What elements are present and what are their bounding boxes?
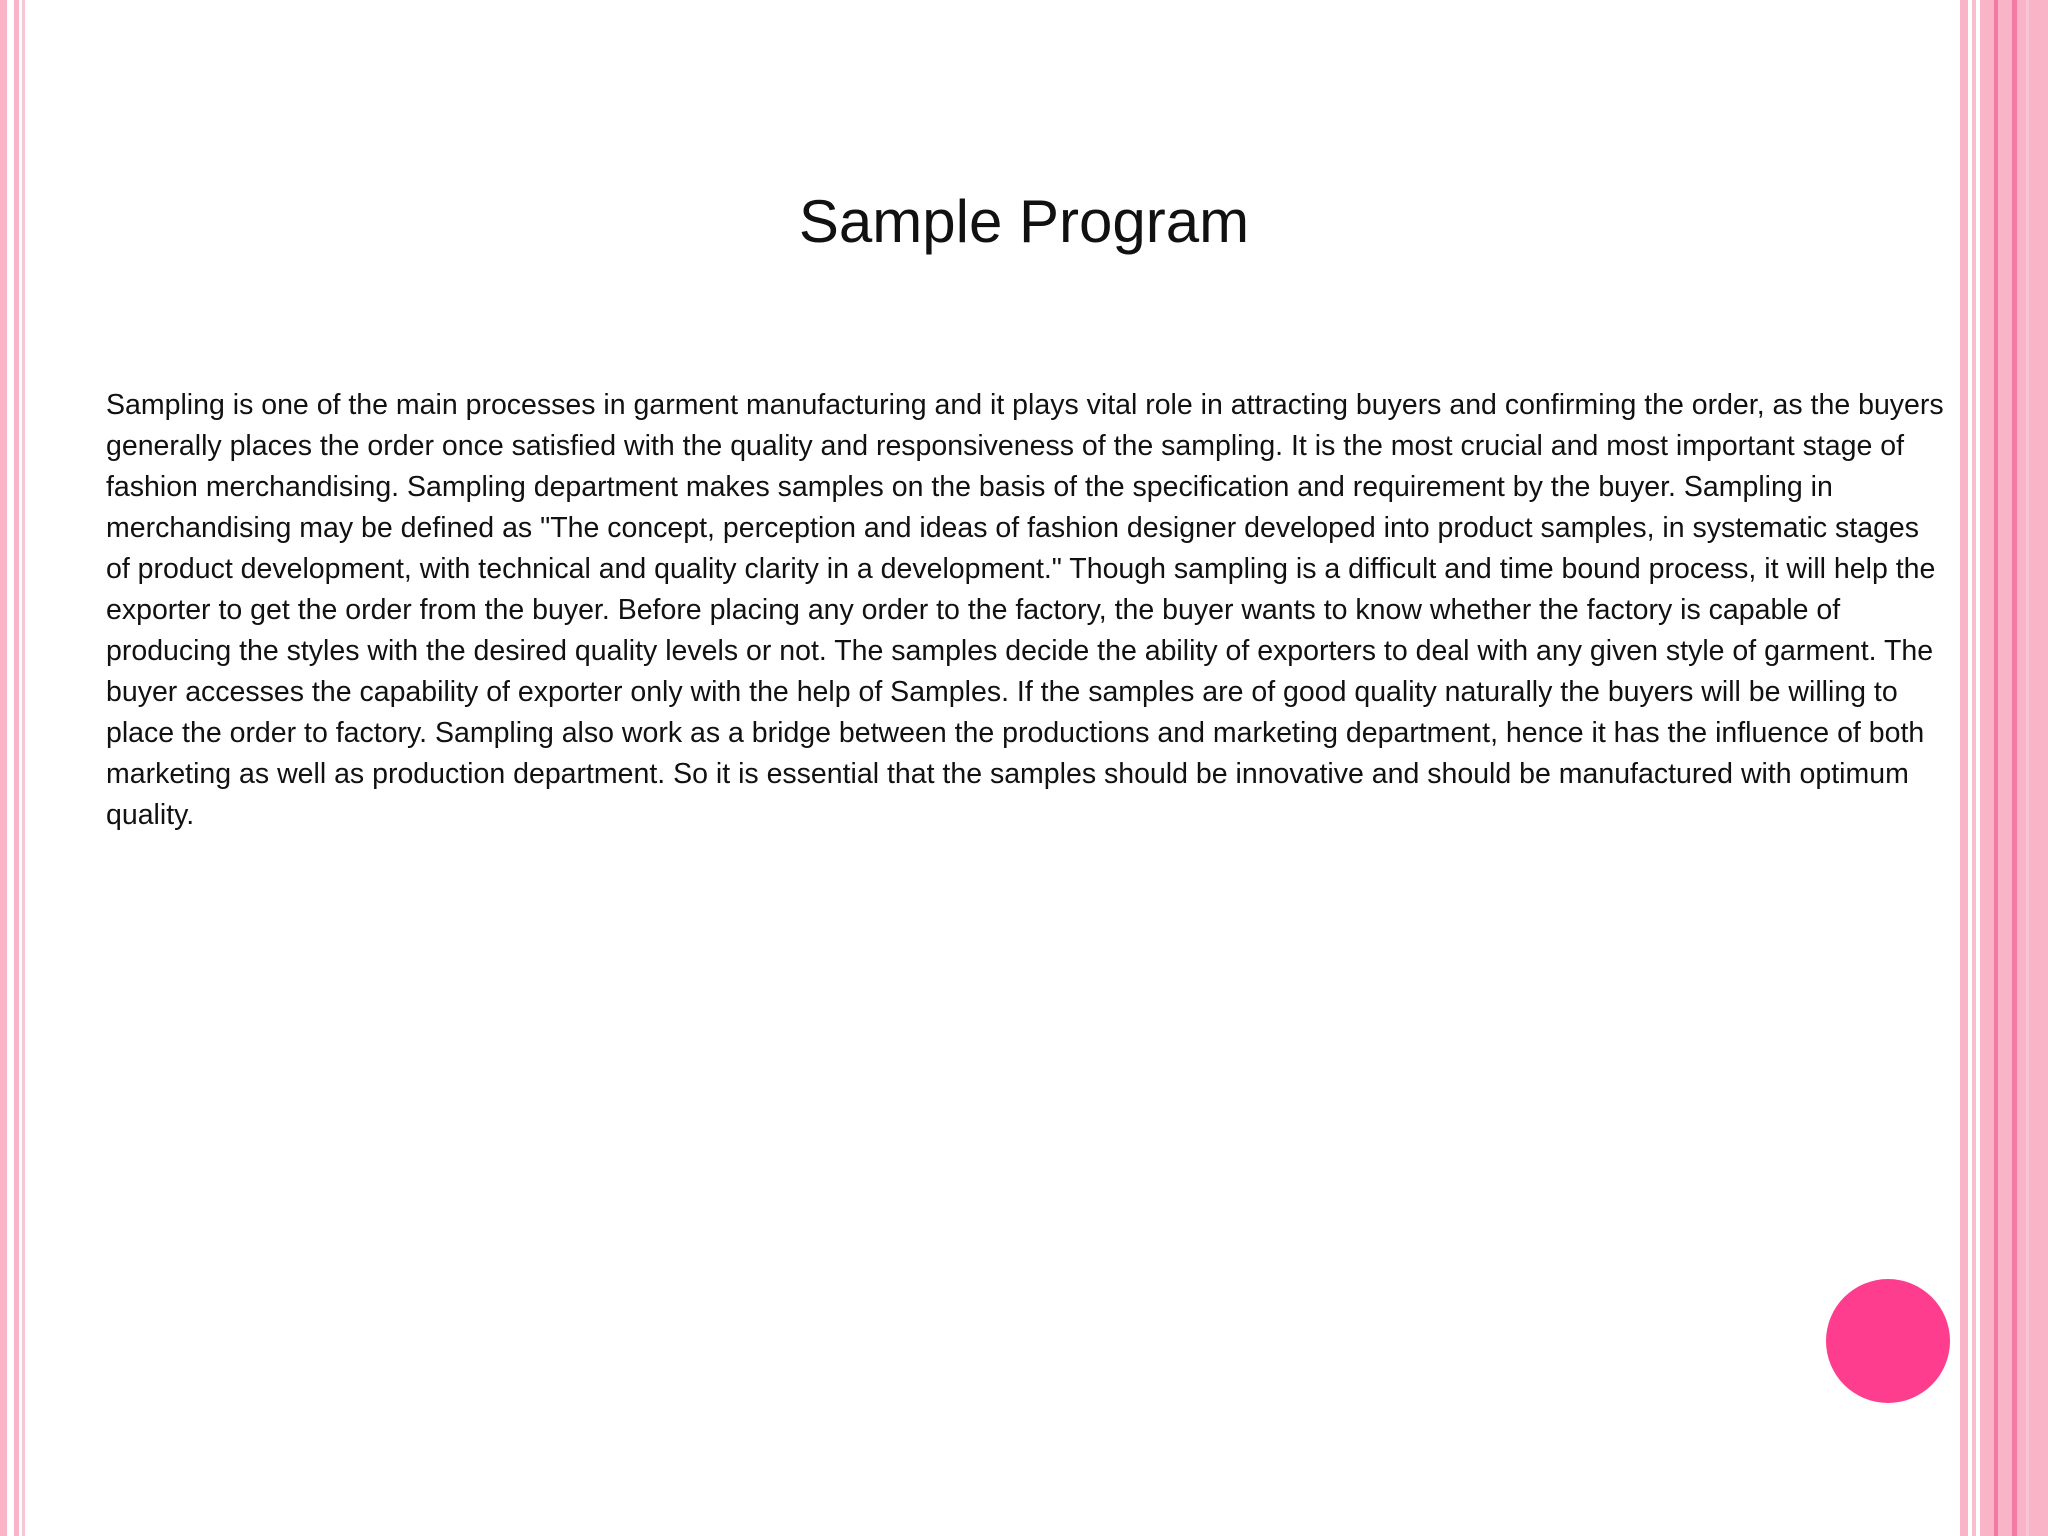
decorative-circle bbox=[1826, 1279, 1950, 1403]
slide-title: Sample Program bbox=[798, 188, 1250, 255]
slide-body-text: Sampling is one of the main processes in garment manufacturing and it plays vital role in attracting buyers and confirming the order, as the buyers generally places the order once satisfied with the quality and responsiveness of the sampling. It is the most crucial and most important stage of fashion merchandising. Sampling department makes samples on the basis of the specification and requirement by the buyer. Sampling in merchandising may be defined as "The concept, perception and ideas of fashion designer developed into product samples, in systematic stages of product development, with technical and quality clarity in a development." Though sampling is a difficult and time bound process, it will help the exporter to get the order from the buyer. Before placing any order to the factory, the buyer wants to know whether the factory is capable of producing the styles with the desired quality levels or not. The samples decide the ability of exporters to deal with any given style of garment. The buyer accesses the capability of exporter only with the help of Samples. If the samples are of good quality naturally the buyers will be willing to place the order to factory. Sampling also work as a bridge between the productions and marketing department, hence it has the influence of both marketing as well as production department. So it is essential that the samples should be innovative and should be manufactured with optimum quality. bbox=[106, 389, 1944, 831]
